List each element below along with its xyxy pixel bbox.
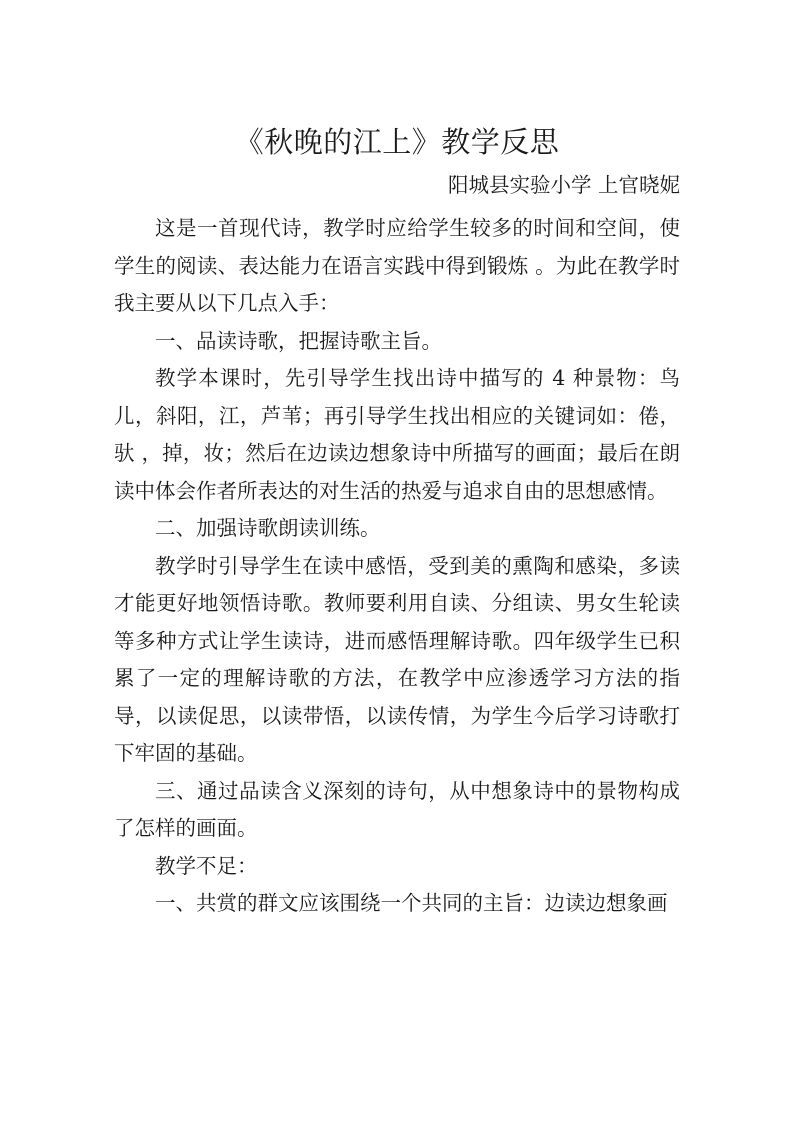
paragraph-body-2: 教学时引导学生在读中感悟，受到美的熏陶和感染，多读才能更好地领悟诗歌。教师要利用自读、分组读、男女生轮读等多种方式让学生读诗，进而感悟理解诗歌。四年级学生已积累了一定的理解诗歌的方法，在教学中应渗透学习方法的指导，以读促思，以读带悟，以读传情，为学生今后学习诗歌打下牢固的基础。: [114, 553, 680, 765]
document-body: [114, 210, 680, 923]
paragraph-body-1: 教学本课时，先引导学生找出诗中描写的 4 种景物：鸟儿，斜阳，江，芦苇；再引导学生找出相应的关键词如：倦，驮 ，掉，妆；然后在边读边想象诗中所描写的画面；最后在朗读中体会作者所表达的对生活的热爱与追求自由的思想感情。: [114, 366, 680, 503]
paragraph-heading-3: 三、通过品读含义深刻的诗句，从中想象诗中的景物构成了怎样的画面。: [114, 778, 680, 840]
page-title: 《秋晚的江上》教学反思: [234, 125, 560, 159]
paragraph-heading-1: 一、品读诗歌，把握诗歌主旨。: [155, 328, 442, 353]
author-line: 阳城县实验小学 上官晓妮: [447, 173, 680, 197]
paragraph-shortcomings-heading: 教学不足：: [155, 853, 258, 878]
paragraph-shortcoming-1: 一、共赏的群文应该围绕一个共同的主旨：边读边想象画: [155, 891, 668, 915]
paragraph-heading-2: 二、加强诗歌朗读训练。: [155, 516, 381, 540]
paragraph-intro: 这是一首现代诗，教学时应给学生较多的时间和空间，使学生的阅读、表达能力在语言实践中得到锻炼 。为此在教学时我主要从以下几点入手：: [114, 216, 680, 315]
